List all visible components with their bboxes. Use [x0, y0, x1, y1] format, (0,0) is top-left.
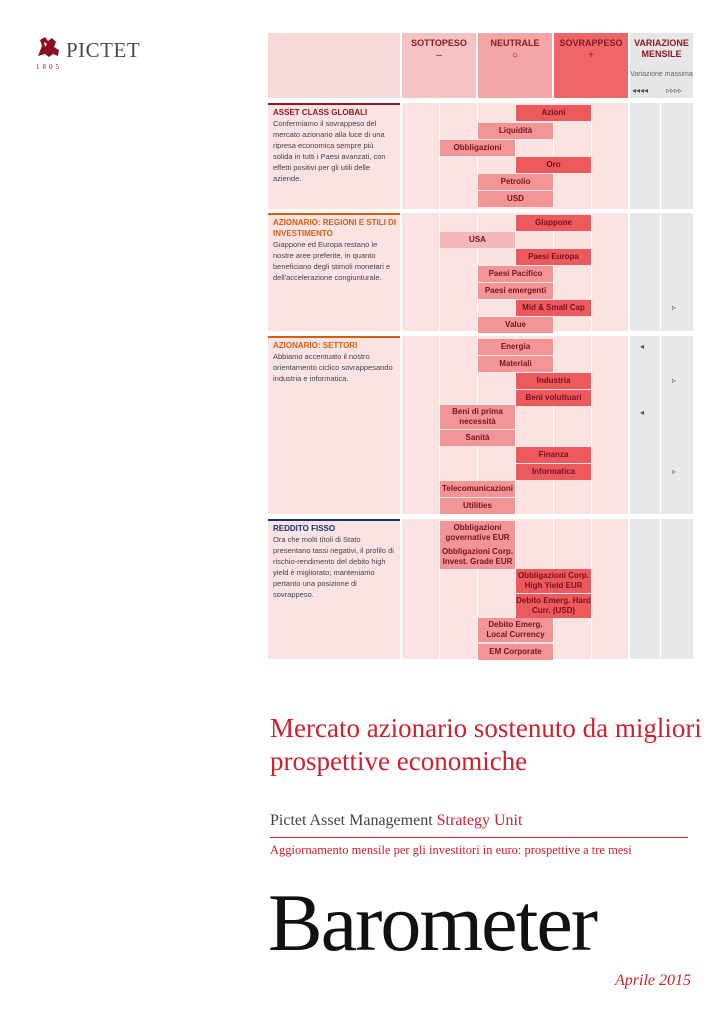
allocation-bar: Obbligazioni Corp. Invest. Grade EUR: [440, 545, 515, 569]
allocation-bar: EM Corporate: [478, 644, 553, 660]
change-up-arrow-icon: ▹: [672, 376, 677, 385]
header-variazione-sub: Variazione massima: [630, 71, 693, 78]
column-divider: [591, 336, 592, 514]
section-change-column: [630, 519, 693, 659]
allocation-bar: Telecomunicazioni: [440, 481, 515, 497]
header-neutrale: NEUTRALE: [490, 38, 540, 48]
page-title: Mercato azionario sostenuto da migliori prospettive economiche: [270, 713, 702, 776]
section-rule: [268, 103, 400, 105]
allocation-bar: USD: [478, 191, 553, 207]
section-title: REDDITO FISSO: [273, 524, 336, 533]
issue-date: Aprile 2015: [615, 972, 691, 989]
section-description: Giappone ed Europa restano le nostre aree preferite, in quanto beneficiano degli stimoli monetari e dell'accelerazione congiunturale.: [273, 240, 391, 282]
left-arrows-icon: ◂◂◂◂: [632, 86, 649, 95]
allocation-bar: Value: [478, 317, 553, 333]
column-divider: [629, 519, 630, 659]
allocation-bar: Finanza: [516, 447, 591, 463]
column-divider: [439, 213, 440, 331]
allocation-bar: Sanità: [440, 430, 515, 446]
column-divider: [660, 519, 661, 659]
right-arrows-icon: ▹▹▹▹: [666, 86, 683, 95]
header-sottopeso: SOTTOPESO: [411, 38, 467, 48]
pictet-logo: [34, 34, 154, 74]
allocation-bar: Mid & Small Cap: [516, 300, 591, 316]
section-rule: [268, 519, 400, 521]
publisher-name: Pictet Asset Management: [270, 812, 437, 829]
change-down-arrow-icon: ◂: [640, 342, 645, 351]
title-rule: [270, 837, 688, 838]
allocation-bar: Giappone: [516, 215, 591, 231]
section-description: Ora che molti titoli di Stato presentano tassi negativi, il profilo di rischio-rendimento del debito high yield è migliorato; manteniamo pertanto una posizione di sovrappeso.: [273, 535, 394, 599]
column-divider: [439, 103, 440, 209]
change-up-arrow-icon: ▹: [672, 303, 677, 312]
column-divider: [660, 103, 661, 209]
brand-year: 1805: [36, 63, 62, 71]
change-up-arrow-icon: ▹: [672, 467, 677, 476]
circle-icon: ○: [511, 50, 519, 61]
allocation-bar: Paesi Europa: [516, 249, 591, 265]
column-divider: [660, 213, 661, 331]
allocation-bar: Energia: [478, 339, 553, 355]
allocation-bar: Liquidità: [478, 123, 553, 139]
lion-crest-icon: [34, 34, 64, 60]
allocation-bar: Paesi emergenti: [478, 283, 553, 299]
change-down-arrow-icon: ◂: [640, 408, 645, 417]
allocation-bar: Obbligazioni Corp. High Yield EUR: [516, 569, 591, 593]
minus-icon: –: [436, 50, 442, 61]
allocation-bar: Materiali: [478, 356, 553, 372]
allocation-bar: Beni di prima necessità: [440, 405, 515, 429]
allocation-grid: [268, 33, 693, 661]
allocation-bar: Azioni: [516, 105, 591, 121]
section-title: AZIONARIO: REGIONI E STILI DI INVESTIMENTO: [273, 218, 397, 238]
header-variazione: VARIAZIONE MENSILE: [634, 38, 689, 59]
allocation-bar: Oro: [516, 157, 591, 173]
allocation-bar: Obbligazioni governative EUR: [440, 521, 515, 545]
section-description: Confermiamo il sovrappeso del mercato azionario alla luce di una ripresa economica sempre più solida in tutti i Paesi avanzati, con effetti positivi per gli utili delle aziende.: [273, 119, 386, 183]
section-description: Abbiamo accentuato il nostro orientamento ciclico sovrappesando industria e informatica.: [273, 352, 393, 383]
allocation-bar: Petrolio: [478, 174, 553, 190]
brand-name: PICTET: [66, 38, 141, 62]
plus-icon: +: [588, 50, 594, 61]
column-divider: [629, 213, 630, 331]
header-blank: [268, 33, 400, 98]
publisher-unit: Strategy Unit: [436, 812, 523, 829]
column-divider: [629, 103, 630, 209]
header-sovrappeso: SOVRAPPESO: [559, 38, 623, 48]
column-divider: [591, 103, 592, 209]
column-divider: [591, 213, 592, 331]
section-rule: [268, 336, 400, 338]
allocation-bar: Paesi Pacifico: [478, 266, 553, 282]
section-title: AZIONARIO: SETTORI: [273, 341, 358, 350]
section-change-column: [630, 213, 693, 331]
allocation-bar: Utilities: [440, 498, 515, 514]
section-change-column: [630, 103, 693, 209]
column-divider: [591, 519, 592, 659]
publisher-line: [270, 812, 522, 830]
allocation-bar: Obbligazioni: [440, 140, 515, 156]
allocation-bar: Informatica: [516, 464, 591, 480]
allocation-bar: Debito Emerg. Local Currency: [478, 618, 553, 642]
product-name: Barometer: [268, 877, 597, 968]
column-divider: [553, 336, 554, 514]
publication-description: Aggiornamento mensile per gli investitori in euro: prospettive a tre mesi: [270, 843, 632, 857]
allocation-bar: USA: [440, 232, 515, 248]
section-change-column: [630, 336, 693, 514]
column-divider: [629, 336, 630, 514]
allocation-bar: Beni voluttuari: [516, 390, 591, 406]
section-rule: [268, 213, 400, 215]
column-divider: [660, 336, 661, 514]
allocation-bar: Industria: [516, 373, 591, 389]
allocation-bar: Debito Emerg. Hard Curr. (USD): [516, 594, 591, 618]
section-title: ASSET CLASS GLOBALI: [273, 108, 368, 117]
